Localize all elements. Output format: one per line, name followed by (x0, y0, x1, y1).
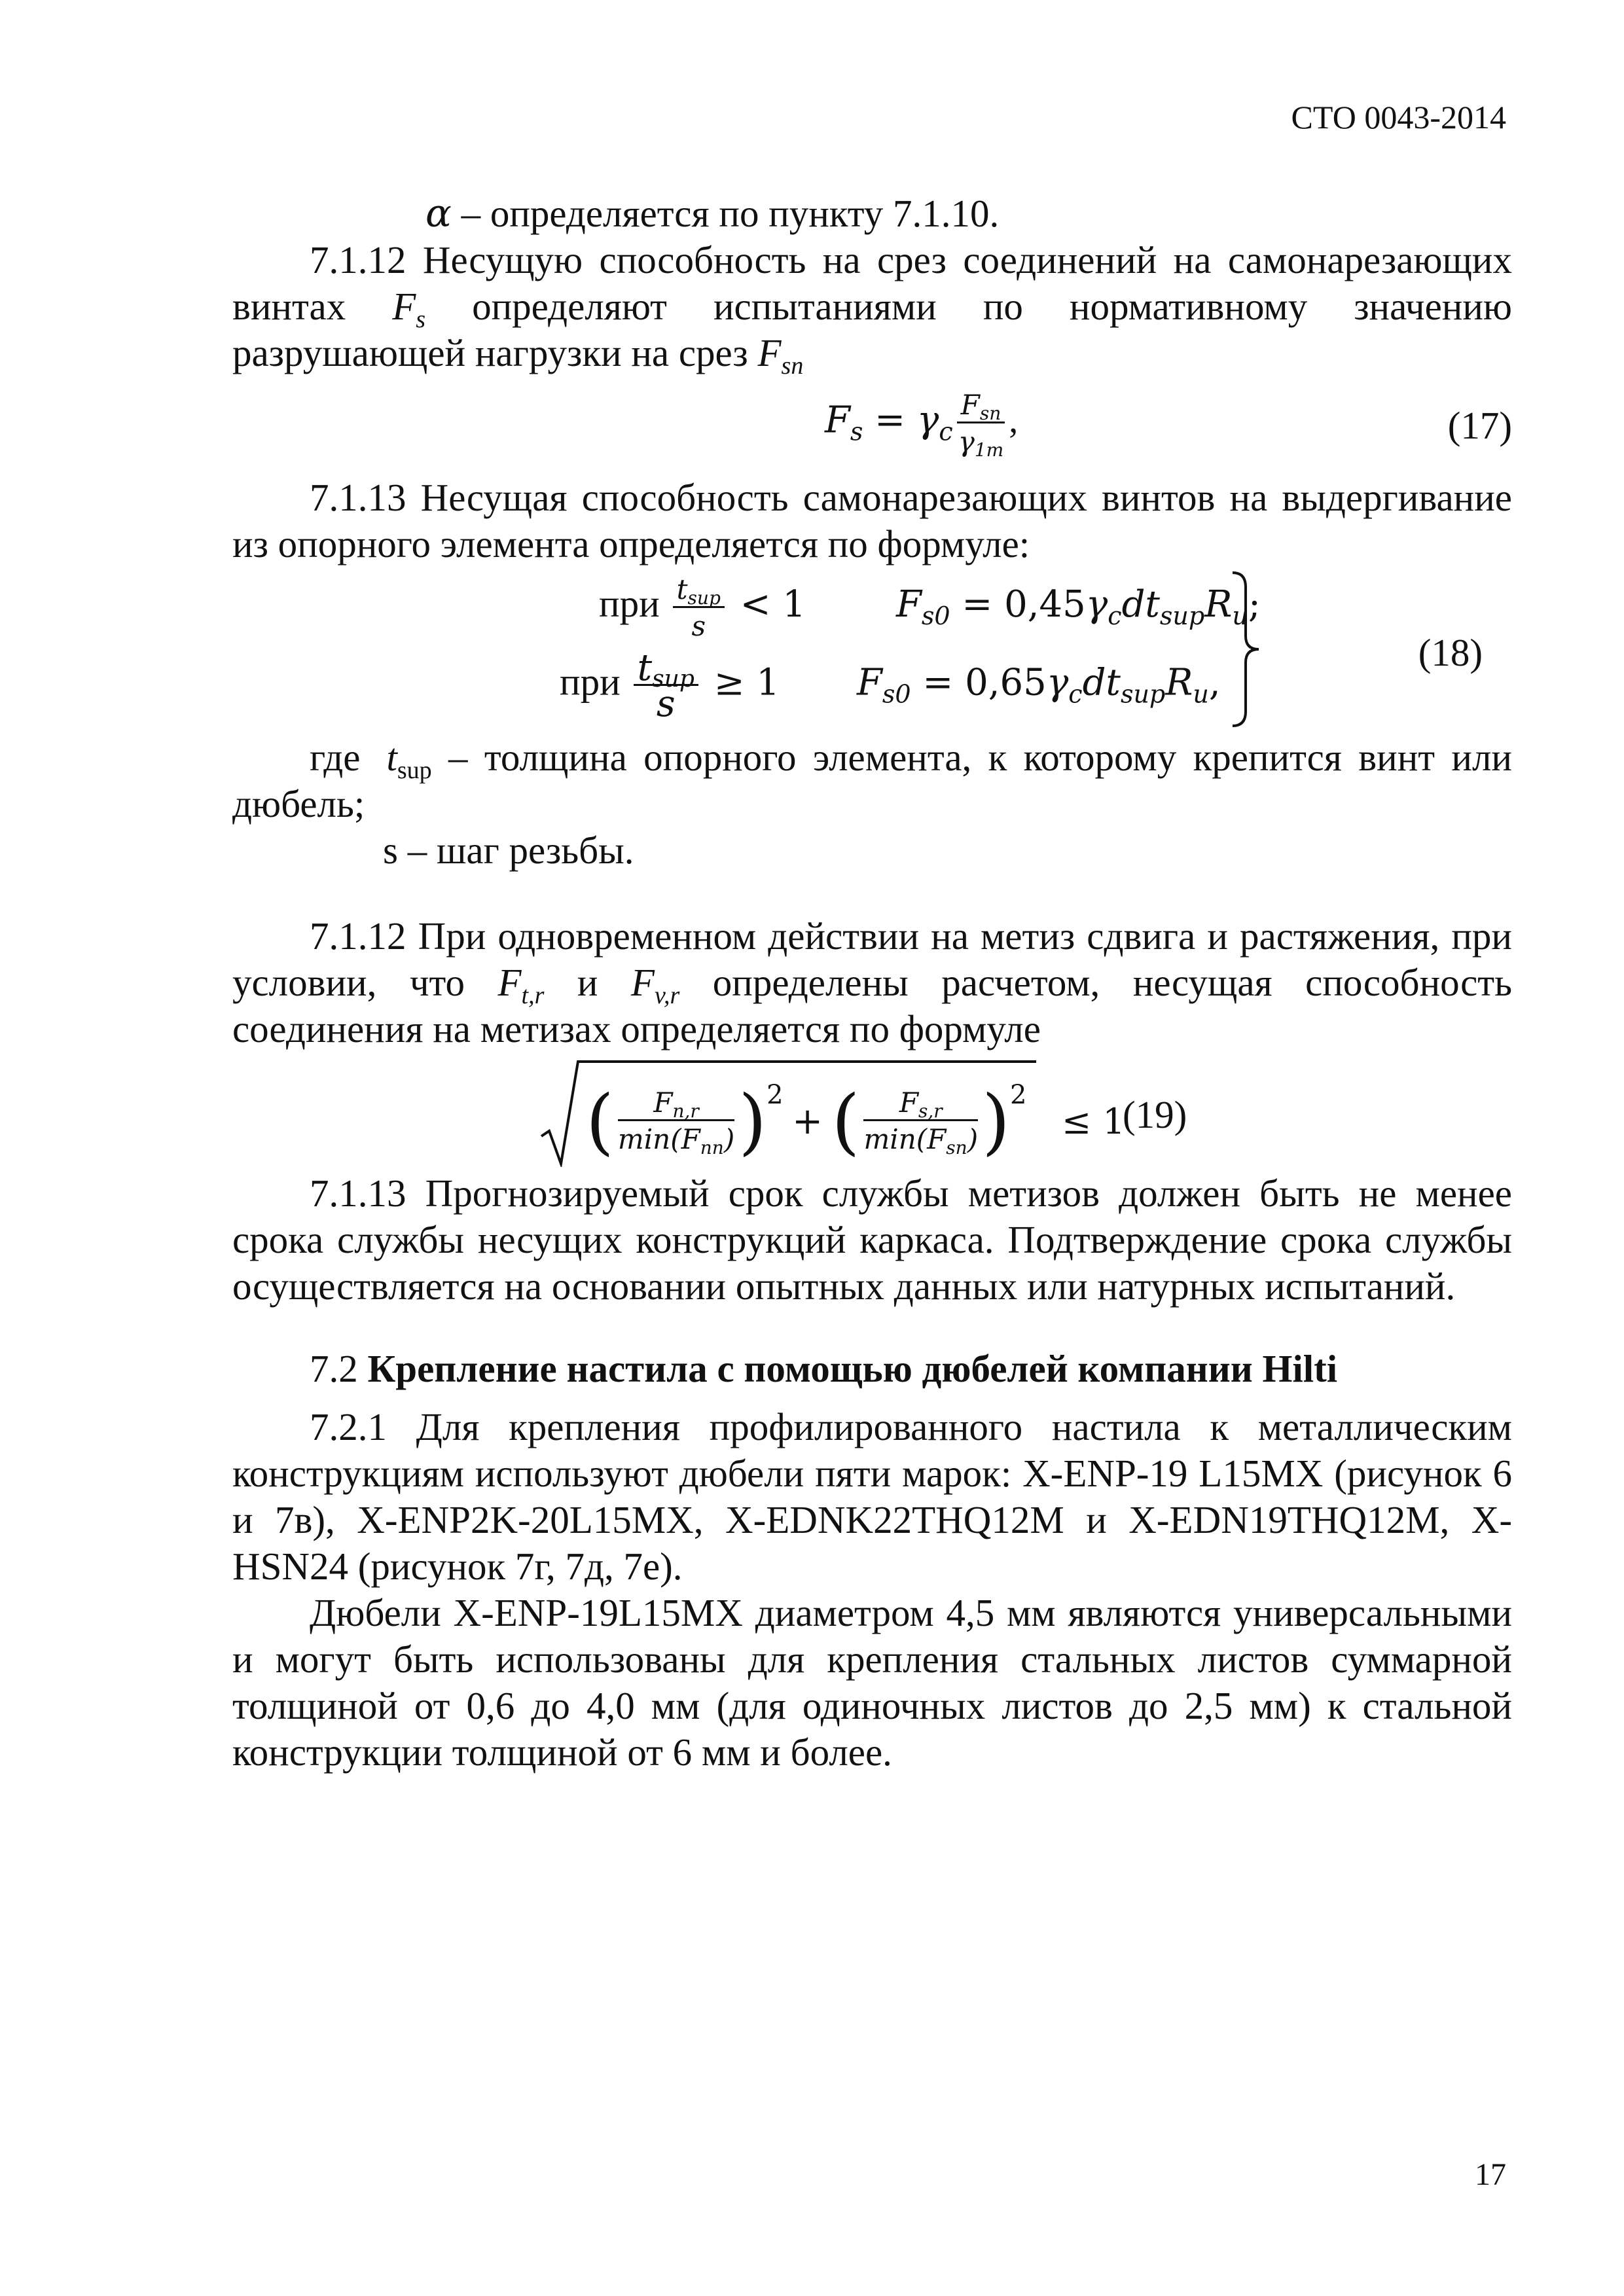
equation-18-line-1 (599, 574, 1261, 642)
eq-sub: nn (700, 1137, 724, 1159)
eq-sub: n,r (672, 1100, 699, 1122)
document-code: СТО 0043-2014 (1291, 99, 1506, 135)
eq-sub: c (1108, 601, 1122, 630)
page-number: 17 (1475, 2157, 1506, 2192)
var-t: t (386, 736, 397, 779)
eq-end: , (1208, 661, 1221, 704)
var-sub: s (416, 306, 426, 333)
equation-19-body: ( $\frac{F_{n,r}}{\min(F_{nn})}$ )$^2$ + ( $\frac{F_{s,r}}{\min(F_{sn})}$ )$^2$ ≤ 1 (586, 1079, 1125, 1164)
equation-18-number: (18) (1418, 631, 1483, 674)
eq-plus: + (792, 1100, 823, 1143)
eq-sub: u (1232, 601, 1248, 630)
paragraph-7-1-13-pullout: 7.1.13 Несущая способность самонарезающих винтов на выдергивание из опорного элемента определяется по формуле: (232, 476, 1512, 565)
text-span: определены расчетом, несущая способность соединения на метизах определяется по формуле (232, 961, 1512, 1050)
eq-sub: s,r (918, 1100, 943, 1122)
eq-equals: = (863, 399, 917, 442)
eq-sub: c (939, 417, 953, 446)
text-span: и (544, 961, 631, 1004)
section-number: 7.2 (310, 1347, 368, 1390)
eq-den: min(F (617, 1123, 700, 1156)
paragraph-7-1-13-service-life: 7.1.13 Прогнозируемый срок службы метизов должен быть не менее срока службы несущих конструкций каркаса. Подтверждение срока службы осуществляется на основании опытных данных или натурных испытаний. (232, 1172, 1512, 1308)
var-f: F (630, 961, 655, 1004)
eq-var: dt (1121, 583, 1160, 626)
eq-sub: u (1193, 679, 1209, 709)
eq-var: dt (1082, 661, 1121, 704)
eq-word-pri: при (560, 660, 621, 704)
section-7-2-heading (232, 1346, 1512, 1392)
eq-sub: sn (979, 403, 1001, 424)
eq-compare: ≥ 1 (702, 661, 780, 704)
eq-paren: ) (723, 1123, 735, 1156)
section-title: Крепление настила с помощью дюбелей компании Hilti (367, 1347, 1338, 1390)
alpha-definition (232, 190, 1512, 237)
paragraph-dowels: Дюбели X-ENP-19L15MX диаметром 4,5 мм являются универсальными и могут быть использованы для крепления стальных листов суммарной толщиной от 0,6 до 4,0 мм (для одиночных листов до 2,5 мм) к стальной конструкции толщиной от 6 мм и более. (232, 1591, 1512, 1774)
eq-den: γ (958, 425, 975, 457)
equation-19 (232, 1052, 1512, 1170)
var-sub: sup (397, 757, 432, 784)
definition-s: s – шаг резьбы. (383, 829, 634, 872)
eq-sub: s0 (921, 601, 950, 630)
eq-gamma: γ (1046, 661, 1069, 704)
eq-fraction (634, 647, 698, 725)
equation-17-number: (17) (1447, 404, 1512, 447)
eq-var: R (1165, 661, 1193, 704)
var-sub: v,r (654, 982, 680, 1009)
var-sub: t,r (521, 982, 545, 1009)
eq-sub: sup (687, 587, 721, 609)
eq-sub: sup (1159, 601, 1205, 630)
text-span: 7.1.12 При одновременном действии на метиз сдвига и растяжения, при условии, что (232, 914, 1512, 1004)
eq-compare: ≤ 1 (1061, 1101, 1125, 1143)
eq-fraction (957, 389, 1005, 461)
page-body (232, 190, 1512, 1776)
paragraph-7-1-12-combined (232, 913, 1512, 1052)
paragraph-7-1-12-shear (232, 237, 1512, 380)
where-word: где (310, 736, 361, 779)
alpha-symbol: α (425, 190, 452, 236)
eq-var: R (1204, 583, 1233, 626)
equation-18 (232, 567, 1512, 734)
eq-coef: = 0,45 (950, 583, 1086, 626)
var-sub: sn (781, 352, 804, 380)
paragraph-7-2-1: 7.2.1 Для крепления профилированного настила к металлическим конструкциям используют дюбели пяти марок: X-ENP-19 L15MX (рисунок 6 и 7в), X-ENP2K-20L15MX, X-EDNK22THQ12M и X-EDN19THQ12M, X-HSN24 (рисунок 7г, 7д, 7е). (232, 1405, 1512, 1588)
eq-var: F (896, 583, 922, 626)
alpha-text: – определяется по пункту 7.1.10. (451, 192, 1000, 235)
text-span: 7.1.12 Несущую способность на срез соединений на самонарезающих винтах (232, 238, 1512, 328)
eq-sub: sup (1120, 679, 1166, 709)
eq-exponent: 2 (1010, 1080, 1027, 1110)
definition-text: – толщина опорного элемента, к которому крепится винт или дюбель; (232, 736, 1512, 825)
eq-var: F (857, 661, 882, 704)
eq-coef: = 0,65 (911, 661, 1047, 704)
eq-fraction (863, 1086, 979, 1159)
eq-fraction (673, 574, 725, 642)
eq-num: F (899, 1086, 919, 1119)
eq-num: F (653, 1086, 673, 1119)
eq-compare: < 1 (728, 583, 806, 626)
eq-num: t (637, 647, 653, 689)
var-f: F (392, 285, 416, 328)
eq-num: t (676, 573, 688, 605)
eq-fraction (617, 1086, 735, 1159)
eq-sub: 1m (974, 439, 1004, 461)
text-span: определяют испытаниями по нормативному значению разрушающей нагрузки на срез (232, 285, 1512, 374)
eq-sub: s (850, 417, 863, 446)
eq-den: min(F (863, 1123, 947, 1156)
eq-num: F (960, 389, 980, 421)
var-f: F (497, 961, 522, 1004)
eq-exponent: 2 (767, 1080, 784, 1110)
eq-sub: s0 (882, 679, 911, 709)
eq-gamma: γ (1085, 583, 1108, 626)
right-brace-icon (1227, 567, 1267, 731)
var-f: F (757, 331, 782, 374)
equation-18-line-2 (560, 647, 1221, 725)
eq-den: s (691, 610, 706, 642)
definition-t-sup (232, 734, 1512, 827)
eq-comma: , (1009, 400, 1019, 441)
equation-17-body (825, 389, 1019, 461)
equation-17 (232, 376, 1512, 475)
eq-paren: ) (967, 1123, 979, 1156)
eq-end: ; (1248, 583, 1261, 626)
eq-word-pri: при (599, 581, 660, 625)
eq-sub: c (1068, 679, 1083, 709)
eq-den: s (656, 683, 676, 725)
eq-sub: sn (946, 1137, 967, 1159)
eq-var: F (825, 399, 850, 442)
eq-sub: sup (652, 666, 695, 692)
equation-19-number: (19) (1123, 1093, 1187, 1136)
eq-gamma: γ (916, 399, 939, 442)
